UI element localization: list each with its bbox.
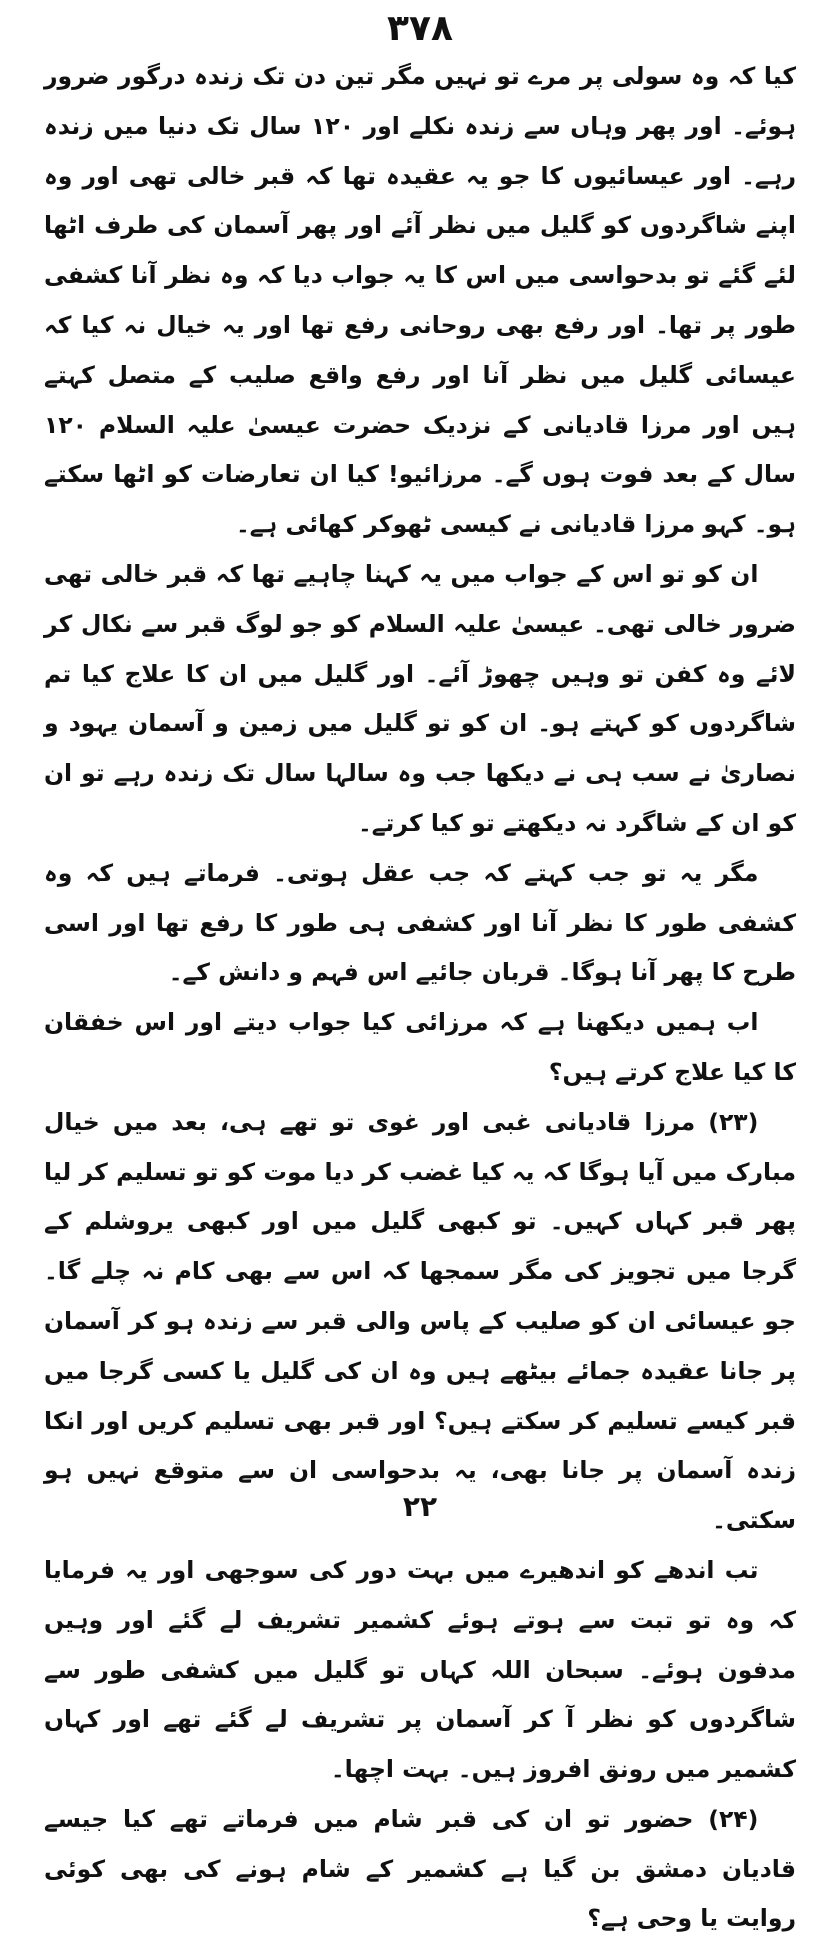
body-text: [44, 52, 796, 1944]
paragraph: اب ہمیں دیکھنا ہے کہ مرزائی کیا جواب دیتے اور اس خفقان کا کیا علاج کرتے ہیں؟: [44, 1008, 796, 1086]
paragraph: تب اندھے کو اندھیرے میں بہت دور کی سوجھی اور یہ فرمایا کہ وہ تو تبت سے ہوتے ہوئے کشمیر تشریف لے گئے اور وہیں مدفون ہوئے۔ سبحان اللہ کہاں تو گلیل میں کشفی طور سے شاگردوں کو نظر آ کر آسمان پر تشریف لے گئے تھے اور کہاں کشمیر میں رونق افروز ہیں۔ بہت اچھا۔: [44, 1555, 796, 1784]
paragraph: (۲۳) مرزا قادیانی غبی اور غوی تو تھے ہی، بعد میں خیال مبارک میں آیا ہوگا کہ یہ کیا غضب کر دیا موت کو تو تسلیم کر لیا پھر قبر کہاں کہیں۔ تو کبھی گلیل میں اور کبھی یروشلم کے گرجا میں تجویز کی مگر سمجھا کہ اس سے بھی کام نہ چلے گا۔ جو عیسائی ان کو صلیب کے پاس والی قبر سے زندہ ہو کر آسمان پر جانا عقیدہ جمائے بیٹھے ہیں وہ ان کی گلیل یا کسی گرجا میں قبر کیسے تسلیم کر سکتے ہیں؟ اور قبر بھی تسلیم کریں اور انکا زندہ آسمان پر جانا بھی، یہ بدحواسی ان سے متوقع نہیں ہو سکتی۔: [44, 1107, 796, 1535]
paragraph: ان کو تو اس کے جواب میں یہ کہنا چاہیے تھا کہ قبر خالی تھی ضرور خالی تھی۔ عیسیٰ علیہ السلام کو جو لوگ قبر سے نکال کر لائے وہ کفن تو وہیں چھوڑ آئے۔ اور گلیل میں ان کا علاج کیا تم شاگردوں کو کہتے ہو۔ ان کو تو گلیل میں زمین و آسمان یہود و نصاریٰ نے سب ہی نے دیکھا جب وہ سالہا سال تک زندہ رہے تو ان کو ان کے شاگرد نہ دیکھتے تو کیا کرتے۔: [44, 559, 796, 837]
paragraph: کیا کہ وہ سولی پر مرے تو نہیں مگر تین دن تک زندہ درگور ضرور ہوئے۔ اور پھر وہاں سے زندہ نکلے اور ۱۲۰ سال تک دنیا میں زندہ رہے۔ اور عیسائیوں کا جو یہ عقیدہ تھا کہ قبر خالی تھی اور وہ اپنے شاگردوں کو گلیل میں نظر آئے اور پھر آسمان کی طرف اٹھا لئے گئے تو بدحواسی میں اس کا یہ جواب دیا کہ وہ نظر آنا کشفی طور پر تھا۔ اور رفع بھی روحانی رفع تھا اور یہ خیال نہ کیا کہ عیسائی گلیل میں نظر آنا اور رفع واقع صلیب کے متصل کہتے ہیں اور مرزا قادیانی کے نزدیک حضرت عیسیٰ علیہ السلام ۱۲۰ سال کے بعد فوت ہوں گے۔ مرزائیو! کیا ان تعارضات کو اٹھا سکتے ہو۔ کہو مرزا قادیانی نے کیسی ٹھوکر کھائی ہے۔: [44, 62, 797, 539]
paragraph: مگر یہ تو جب کہتے کہ جب عقل ہوتی۔ فرماتے ہیں کہ وہ کشفی طور کا نظر آنا اور کشفی ہی طور کا رفع تھا اور اسی طرح کا پھر آنا ہوگا۔ قربان جائیے اس فہم و دانش کے۔: [44, 858, 796, 987]
page-number: ۳۷۸: [387, 8, 453, 49]
footer-page-number: ۲۲: [402, 1490, 438, 1523]
paragraph: (۲۴) حضور تو ان کی قبر شام میں فرماتے تھے کیا جیسے قادیان دمشق بن گیا ہے کشمیر کے شام ہونے کی بھی کوئی روایت یا وحی ہے؟: [44, 1804, 796, 1933]
